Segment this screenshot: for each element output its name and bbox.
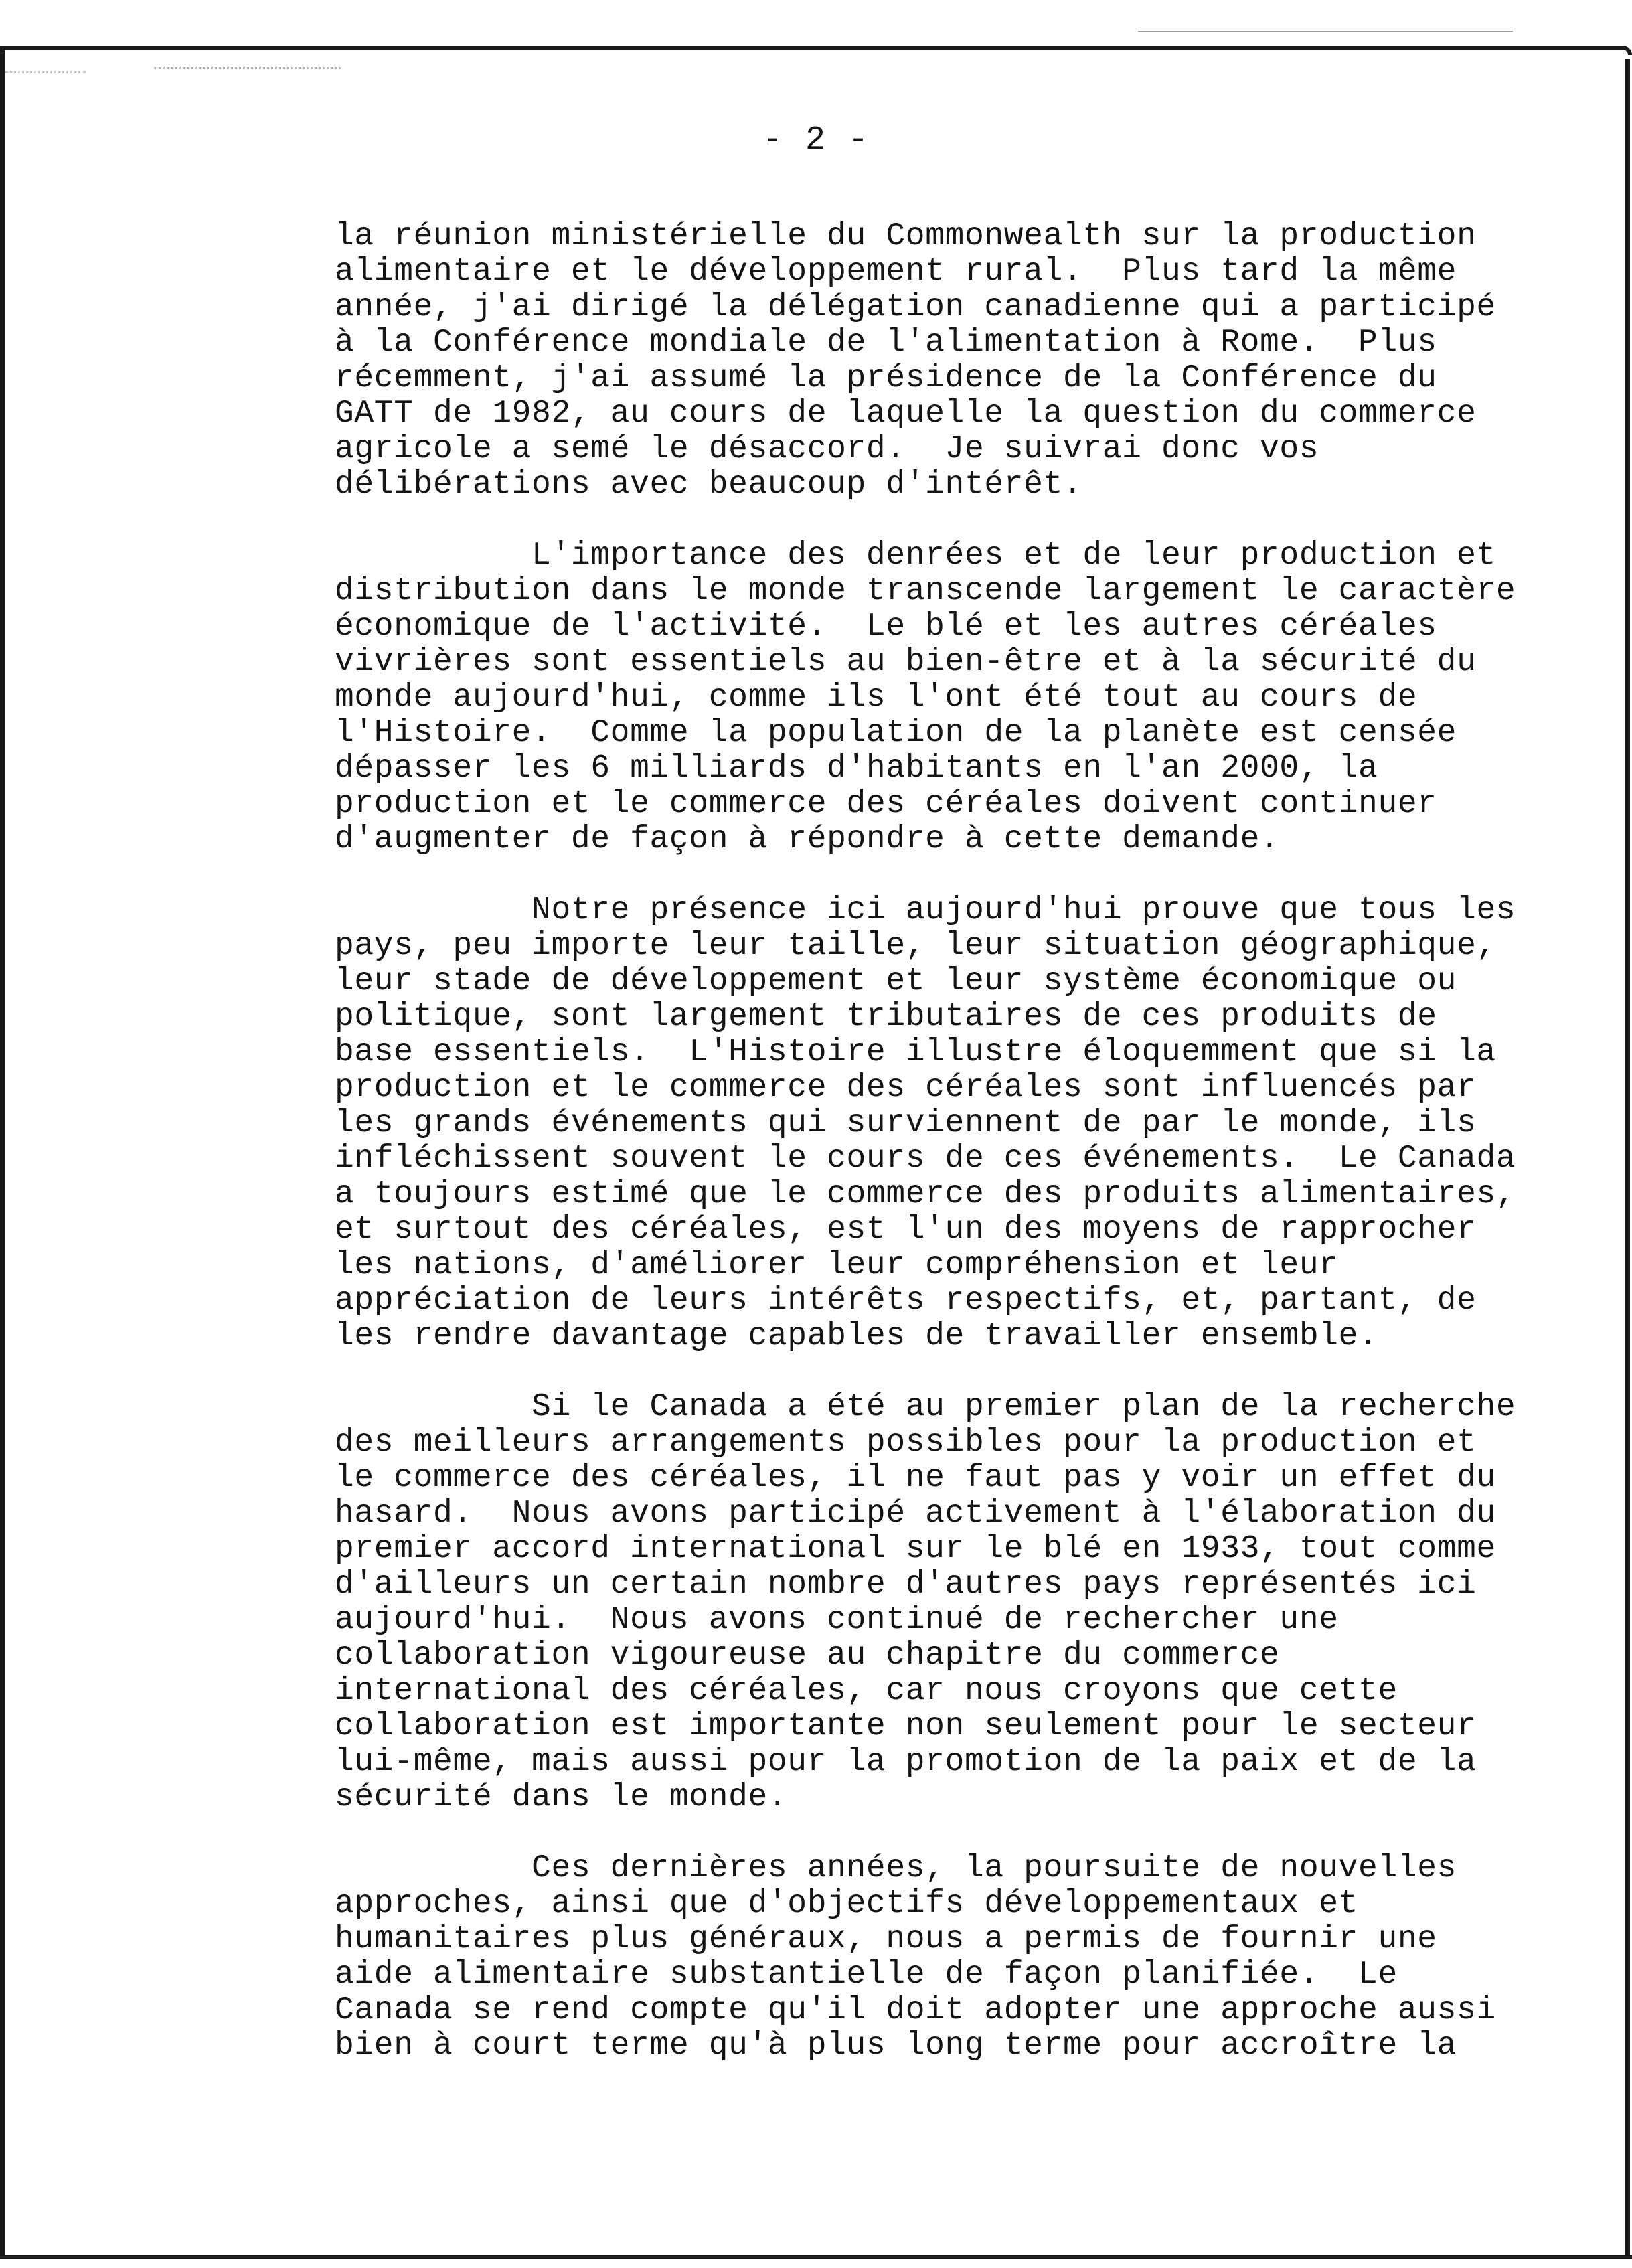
scan-border-faint-top [1138, 31, 1513, 32]
text-line: collaboration vigoureuse au chapitre du commerce [335, 1637, 1280, 1674]
paragraph [335, 538, 1540, 858]
text-line: approches, ainsi que d'objectifs développementaux et [335, 1886, 1359, 1922]
text-line: distribution dans le monde transcende largement le caractère [335, 573, 1516, 609]
text-line: Si le Canada a été au premier plan de la recherche [335, 1389, 1516, 1425]
text-line: économique de l'activité. Le blé et les autres céréales [335, 609, 1437, 645]
text-line: d'augmenter de façon à répondre à cette demande. [335, 821, 1280, 858]
text-line: et surtout des céréales, est l'un des moyens de rapprocher [335, 1212, 1477, 1248]
text-line: international des céréales, car nous croyons que cette [335, 1673, 1398, 1709]
paragraph [335, 1390, 1540, 1815]
text-line: production et le commerce des céréales sont influencés par [335, 1070, 1477, 1106]
text-line: année, j'ai dirigé la délégation canadienne qui a participé [335, 289, 1496, 325]
text-line: a toujours estimé que le commerce des produits alimentaires, [335, 1176, 1516, 1212]
text-line: d'ailleurs un certain nombre d'autres pays représentés ici [335, 1566, 1477, 1603]
text-line: l'Histoire. Comme la population de la planète est censée [335, 715, 1457, 751]
text-line: aide alimentaire substantielle de façon planifiée. Le [335, 1957, 1398, 1993]
text-line: Canada se rend compte qu'il doit adopter une approche aussi [335, 1992, 1496, 2028]
text-line: vivrières sont essentiels au bien-être et à la sécurité du [335, 644, 1477, 680]
text-line: bien à court terme qu'à plus long terme pour accroître la [335, 2028, 1457, 2064]
text-line: hasard. Nous avons participé activement à l'élaboration du [335, 1495, 1496, 1532]
text-line: récemment, j'ai assumé la présidence de la Conférence du [335, 360, 1437, 396]
text-line: politique, sont largement tributaires de ces produits de [335, 999, 1437, 1035]
scan-border-left [0, 50, 5, 2259]
text-line: infléchissent souvent le cours de ces événements. Le Canada [335, 1141, 1516, 1177]
scan-border-right [1625, 59, 1630, 2256]
paragraph [335, 1851, 1540, 2064]
text-line: production et le commerce des céréales doivent continuer [335, 786, 1437, 822]
text-line: pays, peu importe leur taille, leur situation géographique, [335, 928, 1496, 964]
text-line: dépasser les 6 milliards d'habitants en l'an 2000, la [335, 750, 1378, 787]
text-line: à la Conférence mondiale de l'alimentation à Rome. Plus [335, 325, 1437, 361]
text-line: Notre présence ici aujourd'hui prouve que tous les [335, 892, 1516, 928]
text-line: aujourd'hui. Nous avons continué de rechercher une [335, 1602, 1339, 1638]
scan-border-bottom [0, 2255, 1632, 2259]
text-line: les rendre davantage capables de travailler ensemble. [335, 1318, 1378, 1354]
document-body [335, 219, 1540, 2099]
text-line: lui-même, mais aussi pour la promotion de la paix et de la [335, 1744, 1477, 1780]
text-line: collaboration est importante non seulement pour le secteur [335, 1708, 1477, 1745]
text-line: premier accord international sur le blé en 1933, tout comme [335, 1531, 1496, 1567]
text-line: les grands événements qui surviennent de par le monde, ils [335, 1105, 1477, 1141]
text-line: appréciation de leurs intérêts respectifs, et, partant, de [335, 1283, 1477, 1319]
paragraph [335, 893, 1540, 1354]
text-line: agricole a semé le désaccord. Je suivrai donc vos [335, 431, 1319, 467]
text-line: humanitaires plus généraux, nous a permis de fournir une [335, 1921, 1437, 1957]
scan-border-top [0, 46, 1632, 55]
text-line: délibérations avec beaucoup d'intérêt. [335, 467, 1083, 503]
text-line: leur stade de développement et leur système économique ou [335, 963, 1457, 999]
text-line: monde aujourd'hui, comme ils l'ont été tout au cours de [335, 679, 1418, 716]
page-number: - 2 - [762, 121, 870, 159]
scan-artifact [5, 71, 86, 73]
text-line: L'importance des denrées et de leur production et [335, 538, 1496, 574]
paragraph [335, 219, 1540, 503]
text-line: GATT de 1982, au cours de laquelle la question du commerce [335, 396, 1477, 432]
text-line: la réunion ministérielle du Commonwealth sur la production [335, 218, 1477, 254]
text-line: base essentiels. L'Histoire illustre éloquemment que si la [335, 1034, 1496, 1070]
text-line: Ces dernières années, la poursuite de nouvelles [335, 1850, 1457, 1886]
text-line: sécurité dans le monde. [335, 1779, 788, 1815]
text-line: les nations, d'améliorer leur compréhension et leur [335, 1247, 1339, 1283]
text-line: alimentaire et le développement rural. Plus tard la même [335, 254, 1457, 290]
text-line: des meilleurs arrangements possibles pour la production et [335, 1425, 1477, 1461]
text-line: le commerce des céréales, il ne faut pas y voir un effet du [335, 1460, 1496, 1496]
scan-artifact [154, 67, 341, 69]
